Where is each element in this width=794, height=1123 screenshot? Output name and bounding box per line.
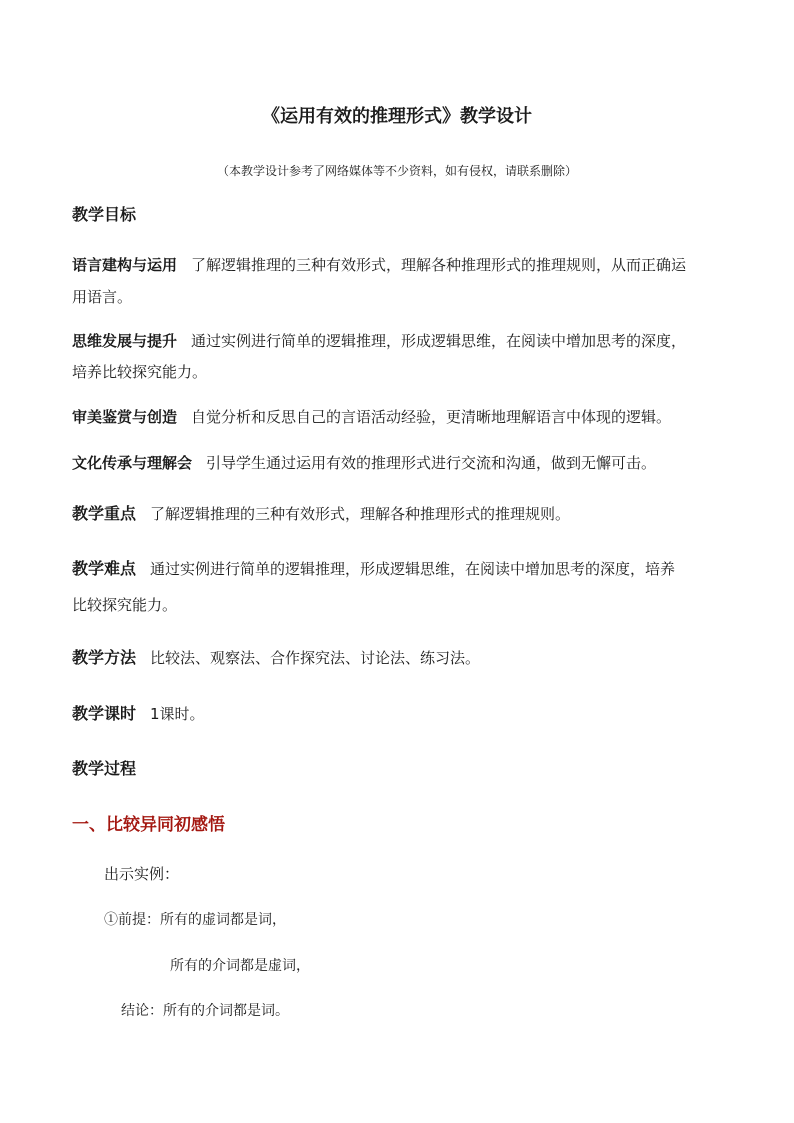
goal-thinking	[72, 331, 732, 351]
process-heading: 教学过程	[72, 759, 137, 778]
document-subtitle: （本教学设计参考了网络媒体等不少资料，如有侵权，请联系删除）	[216, 164, 577, 178]
method-text: 比较法、观察法、合作探究法、讨论法、练习法。	[150, 649, 481, 667]
example-premise2: 所有的介词都是虚词，	[170, 958, 310, 974]
section1-heading: 一、比较异同初感悟	[72, 815, 225, 835]
goal-text: 通过实例进行简单的逻辑推理，形成逻辑思维，在阅读中增加思考的深度，	[191, 332, 687, 350]
goals-heading: 教学目标	[72, 205, 137, 224]
goal-label: 审美鉴赏与创造	[72, 408, 178, 426]
key-point-label: 教学重点	[72, 504, 137, 523]
method-label: 教学方法	[72, 648, 137, 667]
goal-text: 自觉分析和反思自己的言语活动经验，更清晰地理解语言中体现的逻辑。	[191, 408, 672, 426]
key-point	[72, 504, 732, 524]
document-title: 《运用有效的推理形式》教学设计	[262, 106, 532, 127]
goal-label: 思维发展与提升	[72, 332, 178, 350]
difficulty-cont: 比较探究能力。	[72, 596, 178, 614]
hours-label: 教学课时	[72, 704, 137, 723]
goal-text: 了解逻辑推理的三种有效形式，理解各种推理形式的推理规则，从而正确运	[191, 256, 687, 274]
hours	[72, 704, 732, 724]
example-intro: 出示实例：	[104, 865, 180, 883]
goal-culture	[72, 453, 732, 473]
goal-thinking-cont: 培养比较探究能力。	[72, 363, 208, 381]
difficulty-text: 通过实例进行简单的逻辑推理，形成逻辑思维，在阅读中增加思考的深度，培养	[150, 560, 676, 578]
method	[72, 648, 732, 668]
goal-label: 文化传承与理解会	[72, 454, 193, 472]
example-premise1: ①前提：所有的虚词都是词，	[104, 912, 286, 928]
difficulty-label: 教学难点	[72, 559, 137, 578]
goal-text: 引导学生通过运用有效的推理形式进行交流和沟通，做到无懈可击。	[206, 454, 657, 472]
goal-label: 语言建构与运用	[72, 256, 178, 274]
example-conclusion: 结论：所有的介词都是词。	[121, 1003, 289, 1019]
goal-language-cont: 用语言。	[72, 288, 133, 306]
goal-language	[72, 255, 732, 275]
hours-text: 1课时。	[150, 705, 205, 723]
difficulty	[72, 559, 732, 579]
goal-aesthetic	[72, 407, 732, 427]
key-point-text: 了解逻辑推理的三种有效形式，理解各种推理形式的推理规则。	[150, 505, 571, 523]
